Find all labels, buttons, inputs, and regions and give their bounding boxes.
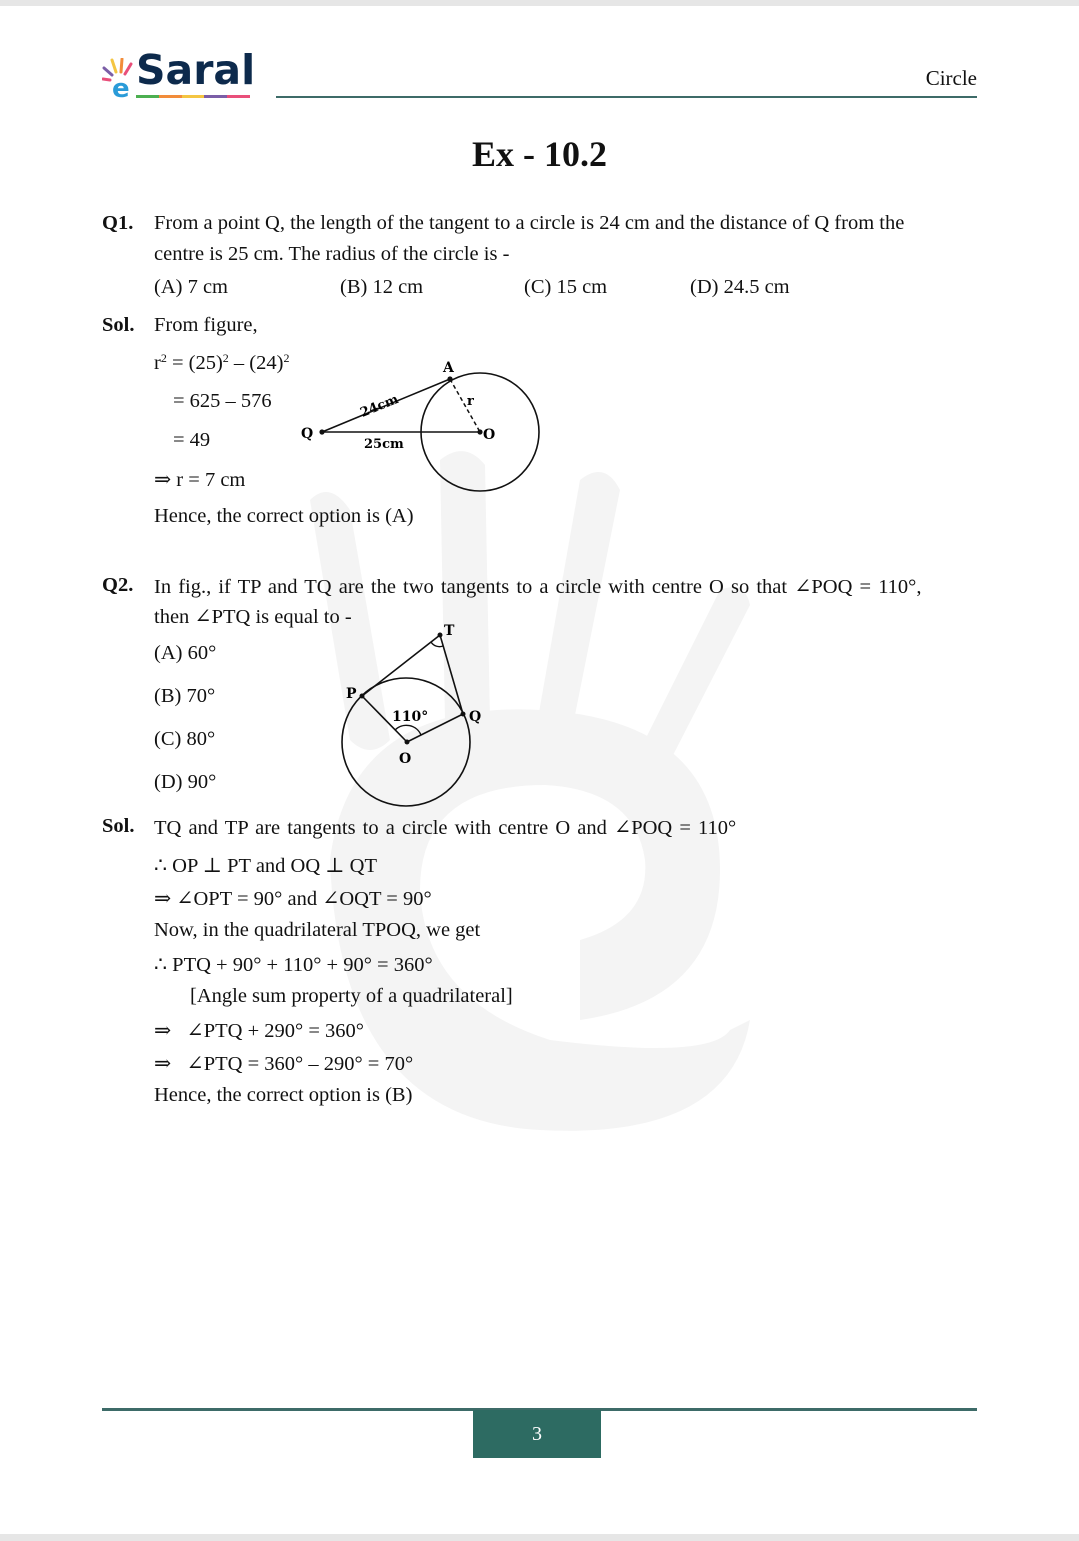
radius-label: r — [467, 394, 474, 409]
q2-sol-line-9: Hence, the correct option is (B) — [154, 1084, 413, 1106]
q2-text-line1: In fig., if TP and TQ are the two tangents to a circle with centre O so that ∠POQ = 110°, — [154, 576, 922, 598]
q1-option-c: (C) 15 cm — [524, 276, 608, 298]
q2-sol-line-2: ∴ OP ⊥ PT and OQ ⊥ QT — [154, 855, 378, 877]
distance-label: 25cm — [364, 437, 404, 452]
point-q-label: Q — [301, 426, 314, 442]
q2-sol-line-6: [Angle sum property of a quadrilateral] — [190, 985, 513, 1007]
q2-sol-line-1: TQ and TP are tangents to a circle with centre O and ∠POQ = 110° — [154, 817, 737, 839]
svg-text:e: e — [112, 74, 130, 98]
q2-option-d: (D) 90° — [154, 771, 217, 793]
point-t-label: T — [444, 623, 455, 639]
q1-option-a: (A) 7 cm — [154, 276, 229, 298]
page-number: 3 — [473, 1410, 601, 1458]
q2-sol-label: Sol. — [102, 815, 135, 837]
q2-tangents-figure — [335, 618, 485, 813]
q1-step1: $r^2 = (25)^2 - (24)^2$ — [154, 351, 290, 374]
q1-text-line2: centre is 25 cm. The radius of the circle is - — [154, 243, 510, 265]
point-q-label: Q — [469, 709, 482, 725]
logo-wordmark: Saral — [136, 46, 256, 94]
q1-label: Q1. — [102, 212, 134, 234]
q2-sol-line-3: ⇒ ∠OPT = 90° and ∠OQT = 90° — [154, 888, 432, 910]
esaral-logo — [102, 46, 256, 102]
q2-label: Q2. — [102, 574, 134, 596]
q1-text-line1: From a point Q, the length of the tangent to a circle is 24 cm and the distance of Q from the — [154, 212, 905, 234]
point-o-label: O — [399, 751, 412, 767]
q1-option-d: (D) 24.5 cm — [690, 276, 790, 298]
q1-step4: ⇒ r = 7 cm — [154, 469, 246, 491]
q1-step2: = 625 – 576 — [173, 390, 272, 412]
logo-underline — [136, 95, 250, 98]
q1-option-b: (B) 12 cm — [340, 276, 424, 298]
angle-label: 110° — [392, 709, 429, 725]
point-o-label: O — [483, 427, 496, 443]
hand-logo-icon — [102, 58, 138, 98]
q1-sol-label: Sol. — [102, 314, 135, 336]
chapter-title: Circle — [925, 66, 977, 90]
q2-sol-line-5: ∴ PTQ + 90° + 110° + 90° = 360° — [154, 954, 433, 976]
header-rule — [276, 96, 977, 98]
q1-step3: = 49 — [173, 429, 211, 451]
point-p-label: P — [346, 686, 357, 702]
top-page-border — [0, 0, 1079, 6]
q2-option-a: (A) 60° — [154, 642, 217, 664]
point-a-label: A — [443, 360, 454, 376]
q2-option-c: (C) 80° — [154, 728, 216, 750]
bottom-page-border — [0, 1534, 1079, 1541]
q2-sol-line-7: ⇒ ∠PTQ + 290° = 360° — [154, 1020, 364, 1042]
q1-tangent-figure — [295, 355, 545, 495]
tangent-length-label: 24cm — [358, 392, 401, 421]
q2-text-line2: then ∠PTQ is equal to - — [154, 606, 352, 628]
q1-conclusion: Hence, the correct option is (A) — [154, 505, 414, 527]
q1-sol-intro: From figure, — [154, 314, 258, 336]
q2-sol-line-8: ⇒ ∠PTQ = 360° – 290° = 70° — [154, 1053, 414, 1075]
q2-sol-line-4: Now, in the quadrilateral TPOQ, we get — [154, 919, 481, 941]
exercise-title: Ex - 10.2 — [472, 134, 607, 174]
q2-option-b: (B) 70° — [154, 685, 216, 707]
